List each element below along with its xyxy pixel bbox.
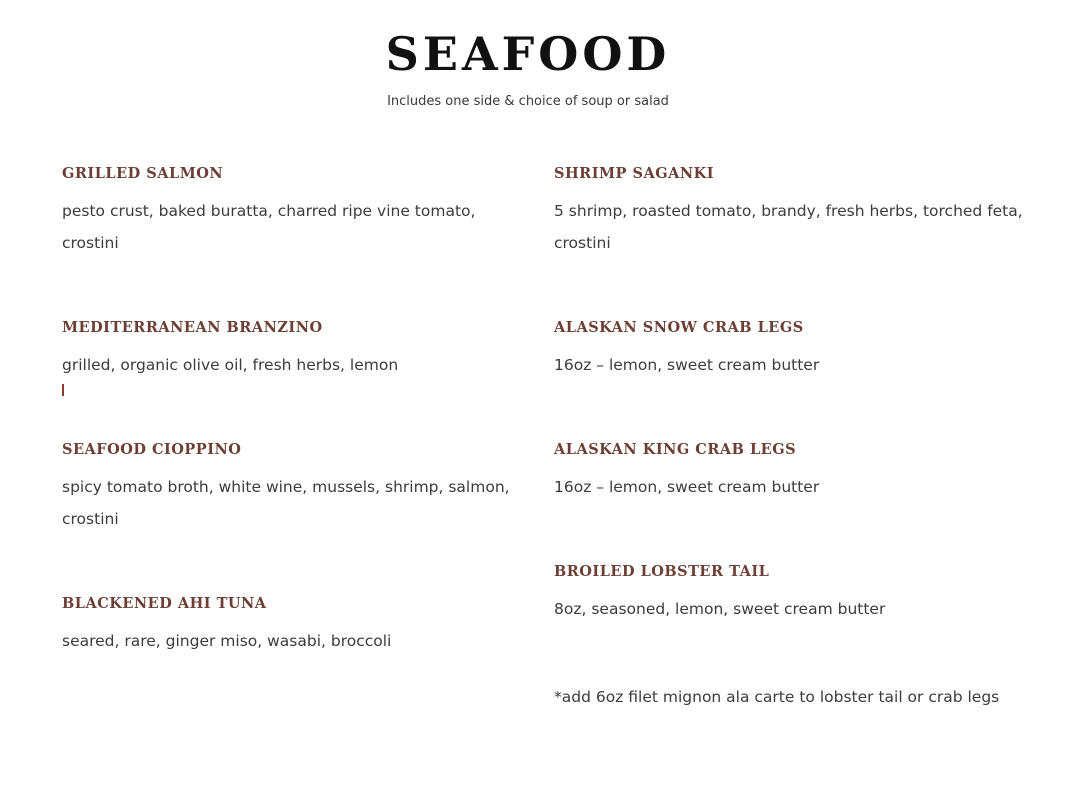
menu-item-alaskan-snow-crab-legs bbox=[554, 319, 1024, 381]
page-title: SEAFOOD bbox=[385, 27, 671, 81]
menu-item-name: BROILED LOBSTER TAIL bbox=[554, 563, 770, 580]
menu-item-name: MEDITERRANEAN BRANZINO bbox=[62, 319, 323, 336]
menu-item-description: grilled, organic olive oil, fresh herbs, lemon bbox=[62, 356, 399, 374]
menu-item-name: ALASKAN SNOW CRAB LEGS bbox=[554, 319, 804, 336]
menu-item-name: SHRIMP SAGANKI bbox=[554, 165, 715, 182]
menu-item-broiled-lobster-tail bbox=[554, 563, 1024, 625]
menu-item-mediterranean-branzino bbox=[62, 319, 522, 381]
add-on-note: *add 6oz filet mignon ala carte to lobster tail or crab legs bbox=[554, 688, 1000, 706]
menu-item-alaskan-king-crab-legs bbox=[554, 441, 1024, 503]
menu-item-name: BLACKENED AHI TUNA bbox=[62, 595, 267, 612]
menu-item-description: 8oz, seasoned, lemon, sweet cream butter bbox=[554, 600, 886, 618]
menu-item-blackened-ahi-tuna bbox=[62, 595, 522, 657]
menu-item-grilled-salmon bbox=[62, 165, 522, 259]
menu-item-description: 5 shrimp, roasted tomato, brandy, fresh herbs, torched feta, crostini bbox=[554, 202, 1023, 252]
menu-item-seafood-cioppino bbox=[62, 441, 522, 535]
menu-item-description: spicy tomato broth, white wine, mussels, shrimp, salmon, crostini bbox=[62, 478, 510, 528]
text-cursor-mark bbox=[62, 384, 64, 396]
menu-item-description: seared, rare, ginger miso, wasabi, broccoli bbox=[62, 632, 392, 650]
menu-item-name: ALASKAN KING CRAB LEGS bbox=[554, 441, 797, 458]
menu-item-description: 16oz – lemon, sweet cream butter bbox=[554, 356, 820, 374]
menu-item-description: 16oz – lemon, sweet cream butter bbox=[554, 478, 820, 496]
page-subtitle: Includes one side & choice of soup or salad bbox=[387, 94, 669, 109]
menu-item-description: pesto crust, baked buratta, charred ripe vine tomato, crostini bbox=[62, 202, 476, 252]
menu-item-shrimp-saganki bbox=[554, 165, 1024, 259]
menu-item-name: SEAFOOD CIOPPINO bbox=[62, 441, 242, 458]
menu-item-name: GRILLED SALMON bbox=[62, 165, 224, 182]
